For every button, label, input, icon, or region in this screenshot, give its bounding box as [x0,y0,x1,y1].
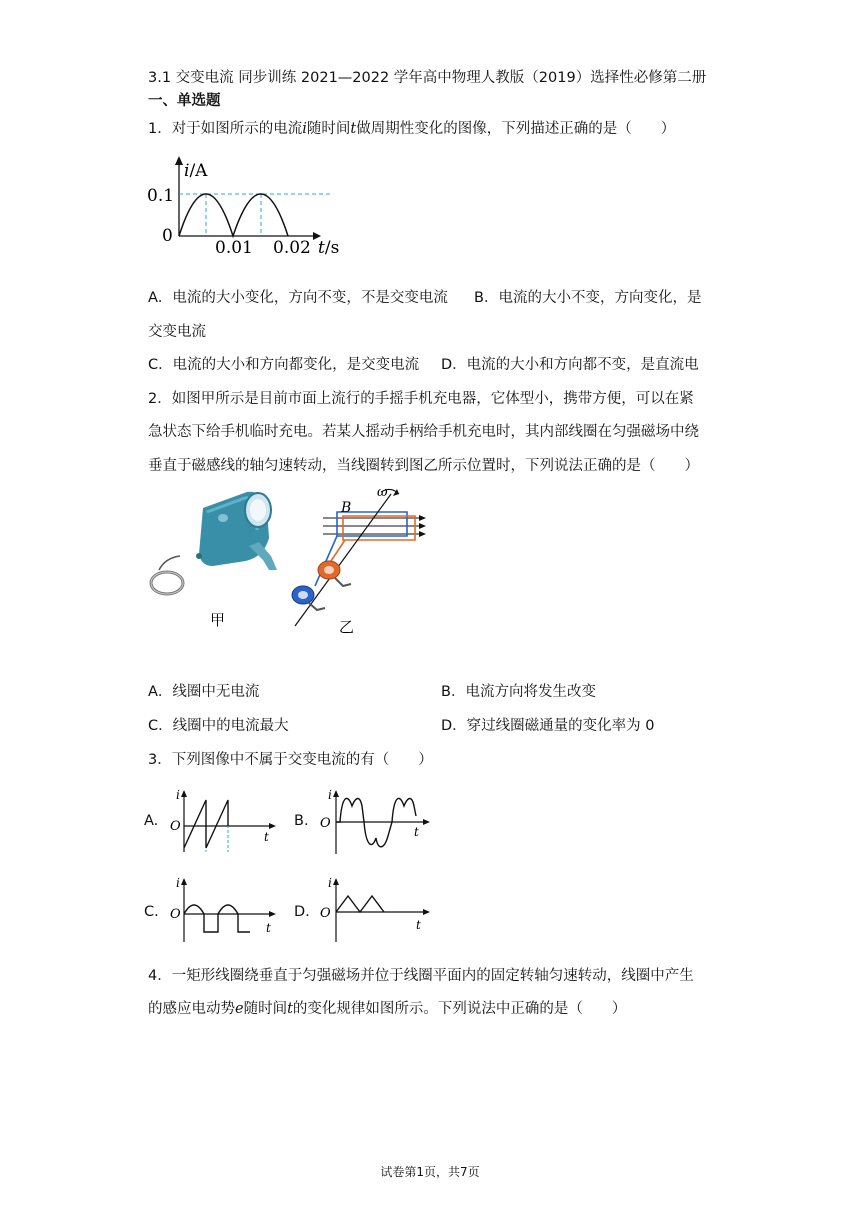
svg-text:i: i [176,788,180,802]
q2-option-a: A．线圈中无电流 [148,684,260,700]
q1-option-a: A．电流的大小变化，方向不变，不是交变电流 [148,290,448,306]
q3-graph-d [316,874,434,946]
svg-text:0.1: 0.1 [147,186,175,206]
q3-graph-b [316,786,434,858]
q2-option-c: C．线圈中的电流最大 [148,718,289,734]
q1-option-c: C．电流的大小和方向都变化，是交变电流 [148,357,420,373]
svg-text:ω: ω [377,486,388,500]
q1-option-b: B．电流的大小不变，方向变化，是 [474,290,702,306]
svg-text:i: i [176,876,180,890]
svg-text:t: t [266,921,271,935]
q1-stem: 1．对于如图所示的电流i随时间t做周期性变化的图像，下列描述正确的是（ ） [148,121,676,137]
q2-stem-line2: 急状态下给手机临时充电。若某人摇动手柄给手机充电时，其内部线圈在匀强磁场中绕 [148,424,699,440]
svg-text:i: i [328,788,332,802]
svg-text:O: O [320,816,331,831]
q3-option-a-label: A. [144,813,159,829]
q4-stem-line1: 4．一矩形线圈绕垂直于匀强磁场并位于线圈平面内的固定转轴匀速转动，线圈中产生 [148,968,694,984]
svg-text:O: O [170,819,181,834]
page-footer: 试卷第1页，共7页 [380,1165,480,1179]
svg-text:i: i [328,876,332,890]
figure-label-yi: 乙 [339,618,355,636]
q3-option-c-label: C. [144,904,159,920]
svg-text:B: B [341,500,352,516]
q1-option-b-cont: 交变电流 [148,324,206,340]
svg-text:O: O [170,907,181,922]
svg-text:0.01: 0.01 [215,238,253,258]
hand-crank-charger-illustration [151,492,277,594]
q1-option-d: D．电流的大小和方向都不变，是直流电 [441,357,699,373]
svg-text:t: t [414,825,419,839]
svg-text:0.02: 0.02 [273,238,311,258]
svg-text:t/s: t/s [318,238,340,258]
q2-option-b: B．电流方向将发生改变 [441,684,596,700]
q3-option-d-label: D. [294,904,310,920]
q2-stem-line3: 垂直于磁感线的轴匀速转动，当线圈转到图乙所示位置时，下列说法正确的是（ ） [148,458,699,474]
q3-graph-a [168,786,282,858]
q3-graph-c [168,874,282,946]
svg-text:t: t [264,830,269,844]
exam-title: 3.1 交变电流 同步训练 2021—2022 学年高中物理人教版（2019）选择性必修第二册 [148,70,707,86]
svg-text:0: 0 [162,226,173,246]
q1-current-graph [140,152,350,264]
section-heading: 一、单选题 [148,93,221,109]
q4-stem-line2: 的感应电动势e随时间t的变化规律如图所示。下列说法中正确的是（ ） [148,1001,627,1017]
coil-in-field-diagram [292,486,426,626]
q2-option-d: D．穿过线圈磁通量的变化率为 0 [441,718,655,734]
q3-stem: 3．下列图像中不属于交变电流的有（ ） [148,752,433,768]
figure-label-jia: 甲 [210,611,226,629]
q2-charger-figure [145,486,445,638]
q3-option-b-label: B. [294,813,309,829]
svg-text:O: O [320,906,331,921]
svg-text:t: t [416,918,421,932]
svg-text:i/A: i/A [184,161,208,181]
q2-stem-line1: 2．如图甲所示是目前市面上流行的手摇手机充电器，它体型小，携带方便，可以在紧 [148,391,694,407]
